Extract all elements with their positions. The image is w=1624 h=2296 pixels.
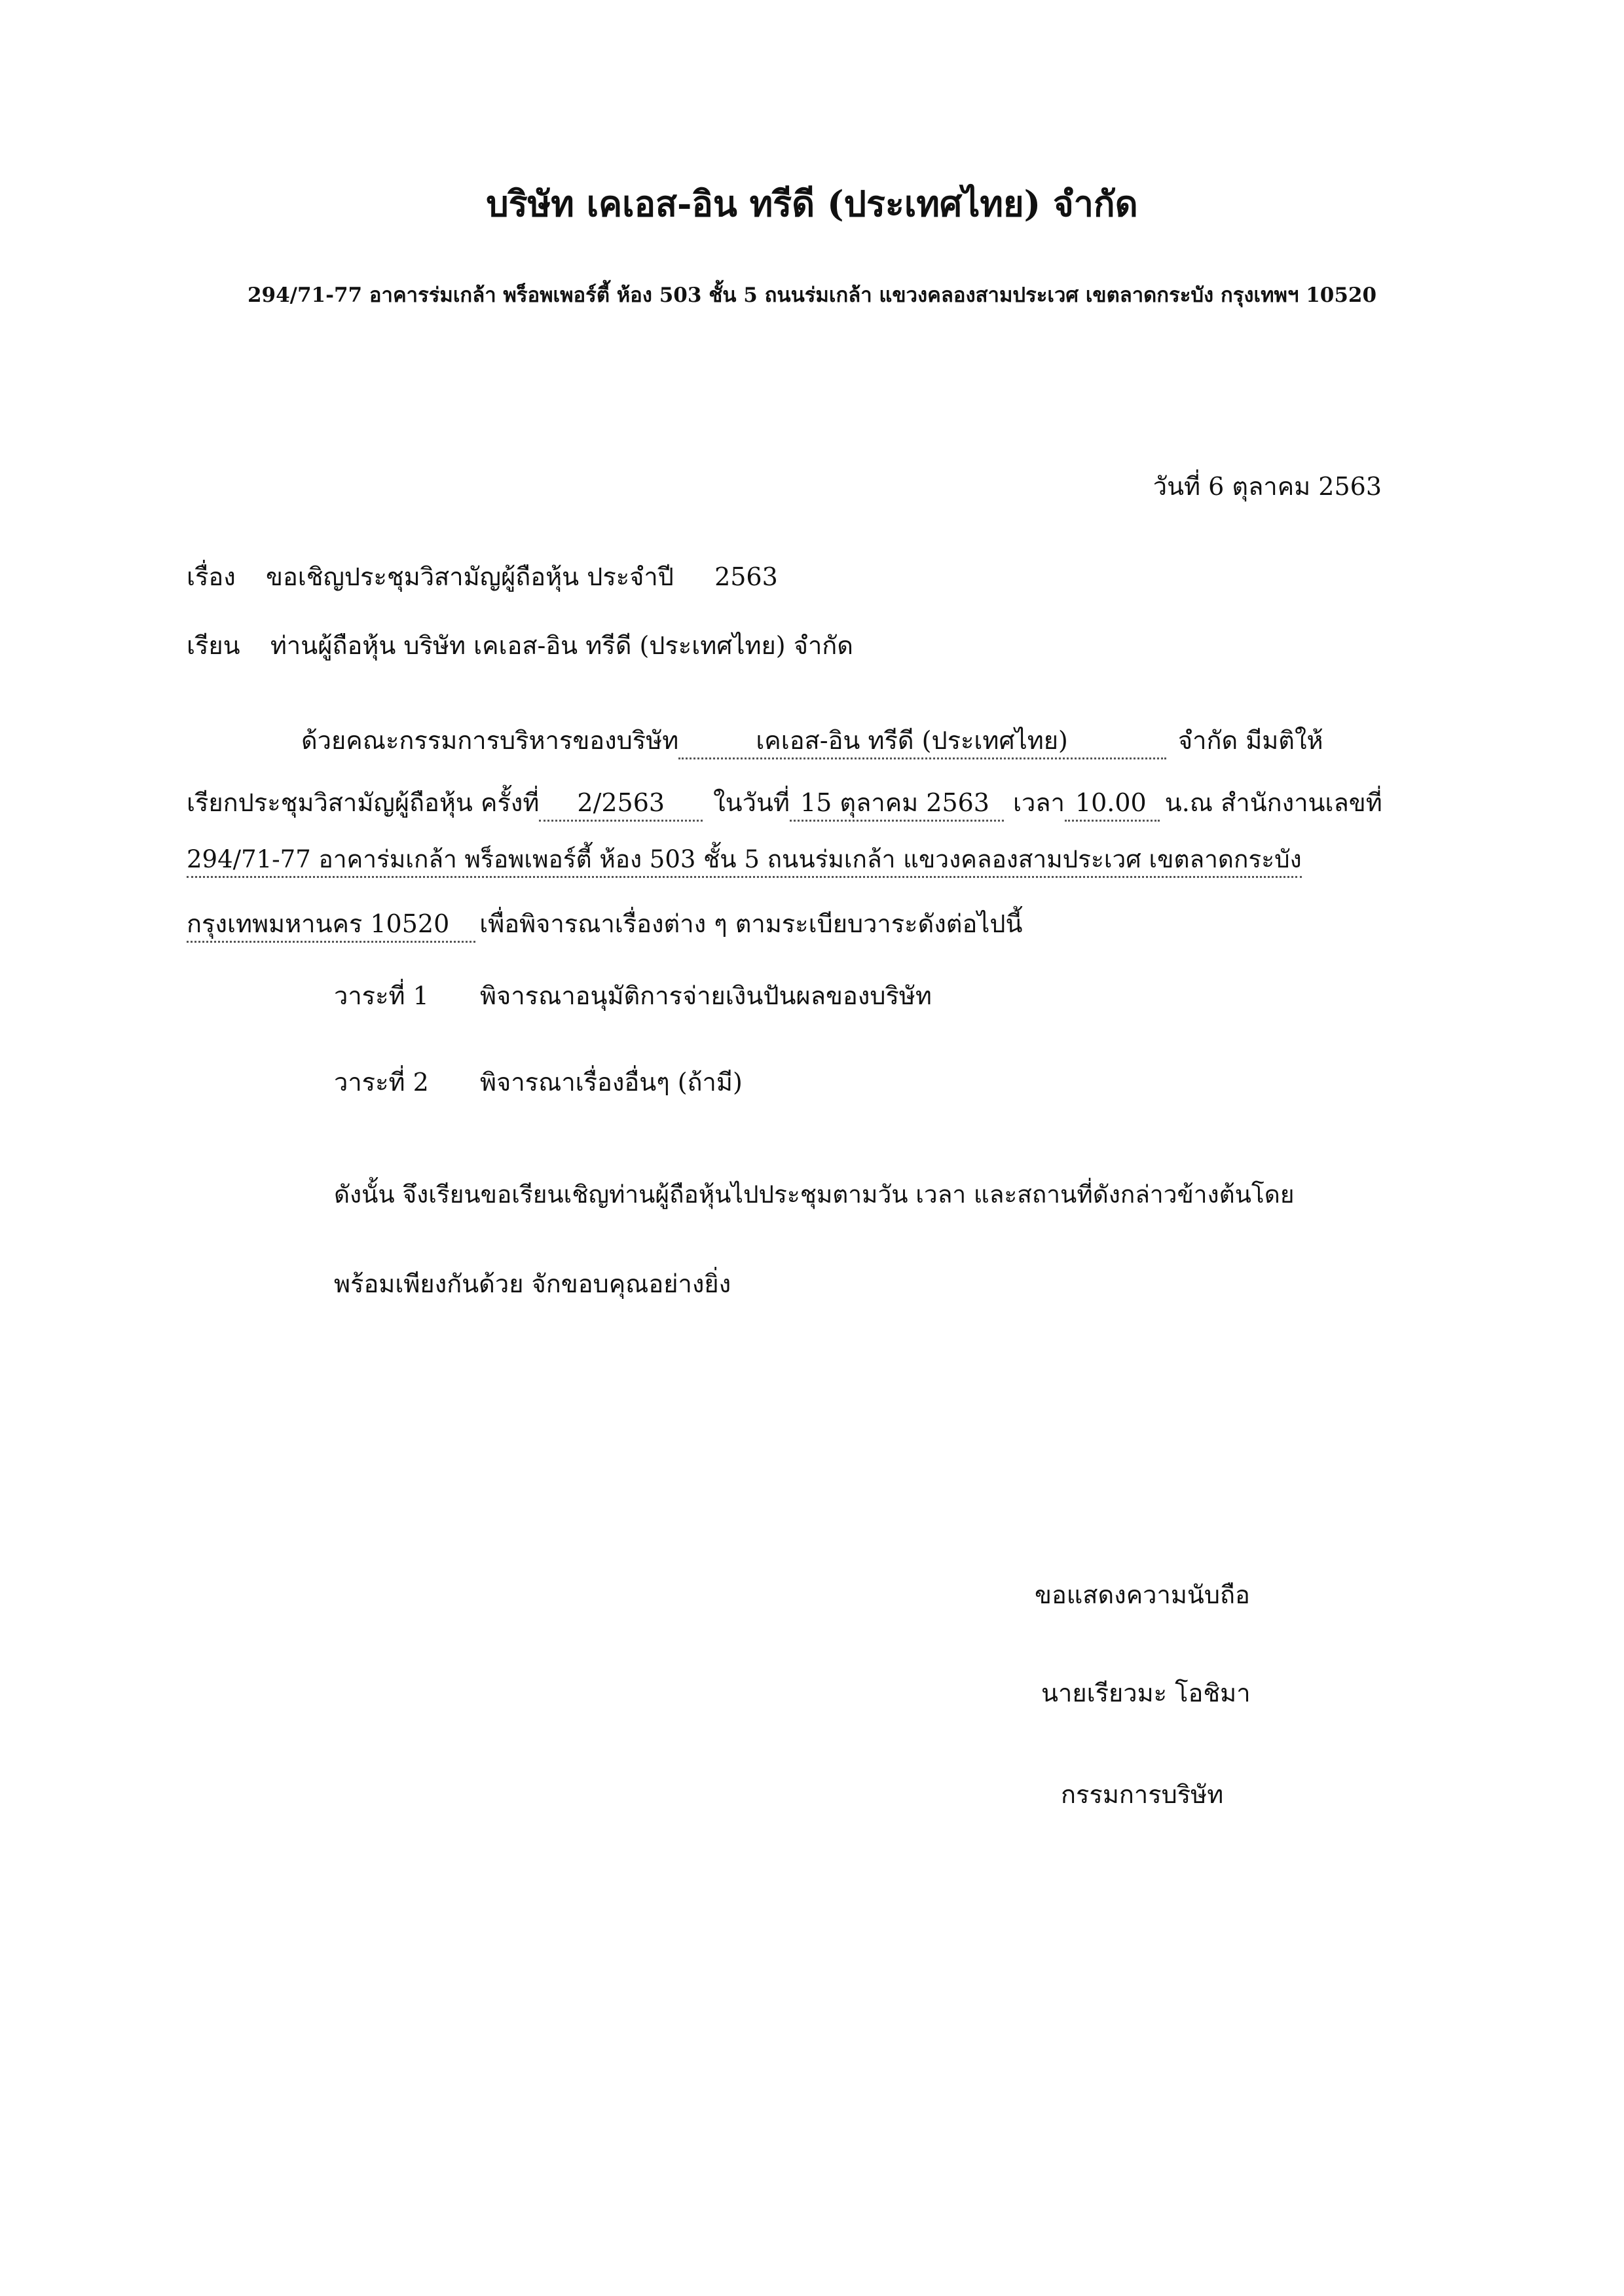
paragraph-intro: ด้วยคณะกรรมการบริหารของบริษัท <box>301 726 679 755</box>
letter-date: วันที่ 6 ตุลาคม 2563 <box>1153 472 1382 501</box>
closing-line-2: พร้อมเพียงกันด้วย จักขอบคุณอย่างยิ่ง <box>334 1269 731 1298</box>
paragraph-line-4 <box>187 903 1023 943</box>
meeting-date-fill: 15 ตุลาคม 2563 <box>790 790 1004 822</box>
recipient-text: ท่านผู้ถือหุ้น บริษัท เคเอส-อิน ทรีดี (ประเทศไทย) จำกัด <box>270 631 853 660</box>
agenda-item-1 <box>334 975 932 1015</box>
agenda-1-label: วาระที่ 1 <box>334 981 429 1010</box>
date-label: ในวันที่ <box>713 788 790 817</box>
recipient-line <box>187 625 853 665</box>
signatory-position: กรรมการบริษัท <box>1061 1780 1224 1809</box>
paragraph-l4-suffix: เพื่อพิจารณาเรื่องต่าง ๆ ตามระเบียบวาระดังต่อไปนี้ <box>479 909 1023 938</box>
agenda-2-text: พิจารณาเรื่องอื่นๆ (ถ้ามี) <box>480 1068 743 1097</box>
recipient-label: เรียน <box>187 631 240 660</box>
time-label: เวลา <box>1012 788 1065 817</box>
closing-line-1: ดังนั้น จึงเรียนขอเรียนเชิญท่านผู้ถือหุ้นไปประชุมตามวัน เวลา และสถานที่ดังกล่าวข้างต้นโดย <box>334 1180 1295 1209</box>
subject-text: ขอเชิญประชุมวิสามัญผู้ถือหุ้น ประจำปี <box>265 562 674 591</box>
subject-label: เรื่อง <box>187 562 236 591</box>
subject-year: 2563 <box>714 562 778 591</box>
paragraph-line-2 <box>187 782 1382 822</box>
signature-regards: ขอแสดงความนับถือ <box>1035 1580 1250 1609</box>
company-title: บริษัท เคเอส-อิน ทรีดี (ประเทศไทย) จำกัด <box>486 183 1138 225</box>
subject-line <box>187 556 778 596</box>
agenda-2-label: วาระที่ 2 <box>334 1068 429 1097</box>
paragraph-line-3 <box>187 845 1302 878</box>
agenda-item-2 <box>334 1062 743 1102</box>
signatory-name: นายเรียวมะ โอชิมา <box>1041 1679 1251 1707</box>
meeting-number-fill: 2/2563 <box>539 790 703 822</box>
paragraph-l1-suffix: จำกัด มีมติให้ <box>1177 726 1323 755</box>
company-name-fill: เคเอส-อิน ทรีดี (ประเทศไทย) <box>678 727 1166 759</box>
paragraph-l2-prefix: เรียกประชุมวิสามัญผู้ถือหุ้น ครั้งที่ <box>187 788 540 817</box>
agenda-1-text: พิจารณาอนุมัติการจ่ายเงินปันผลของบริษัท <box>480 981 932 1010</box>
company-address: 294/71-77 อาคารร่มเกล้า พร็อพเพอร์ตี้ ห้อง 503 ชั้น 5 ถนนร่มเกล้า แขวงคลองสามประเวศ เขตลาดกระบัง กรุงเทพฯ 10520 <box>247 283 1377 307</box>
venue-fill-line-2: กรุงเทพมหานคร 10520 <box>187 911 475 943</box>
venue-fill-line-1: 294/71-77 อาคาร่มเกล้า พร็อพเพอร์ตี้ ห้อง 503 ชั้น 5 ถนนร่มเกล้า แขวงคลองสามประเวศ เขตลาดกระบัง <box>187 847 1302 878</box>
paragraph-line-1 <box>301 720 1323 760</box>
paragraph-l2-suffix: น.ณ สำนักงานเลขที่ <box>1164 788 1382 817</box>
meeting-time-fill: 10.00 <box>1065 790 1160 822</box>
